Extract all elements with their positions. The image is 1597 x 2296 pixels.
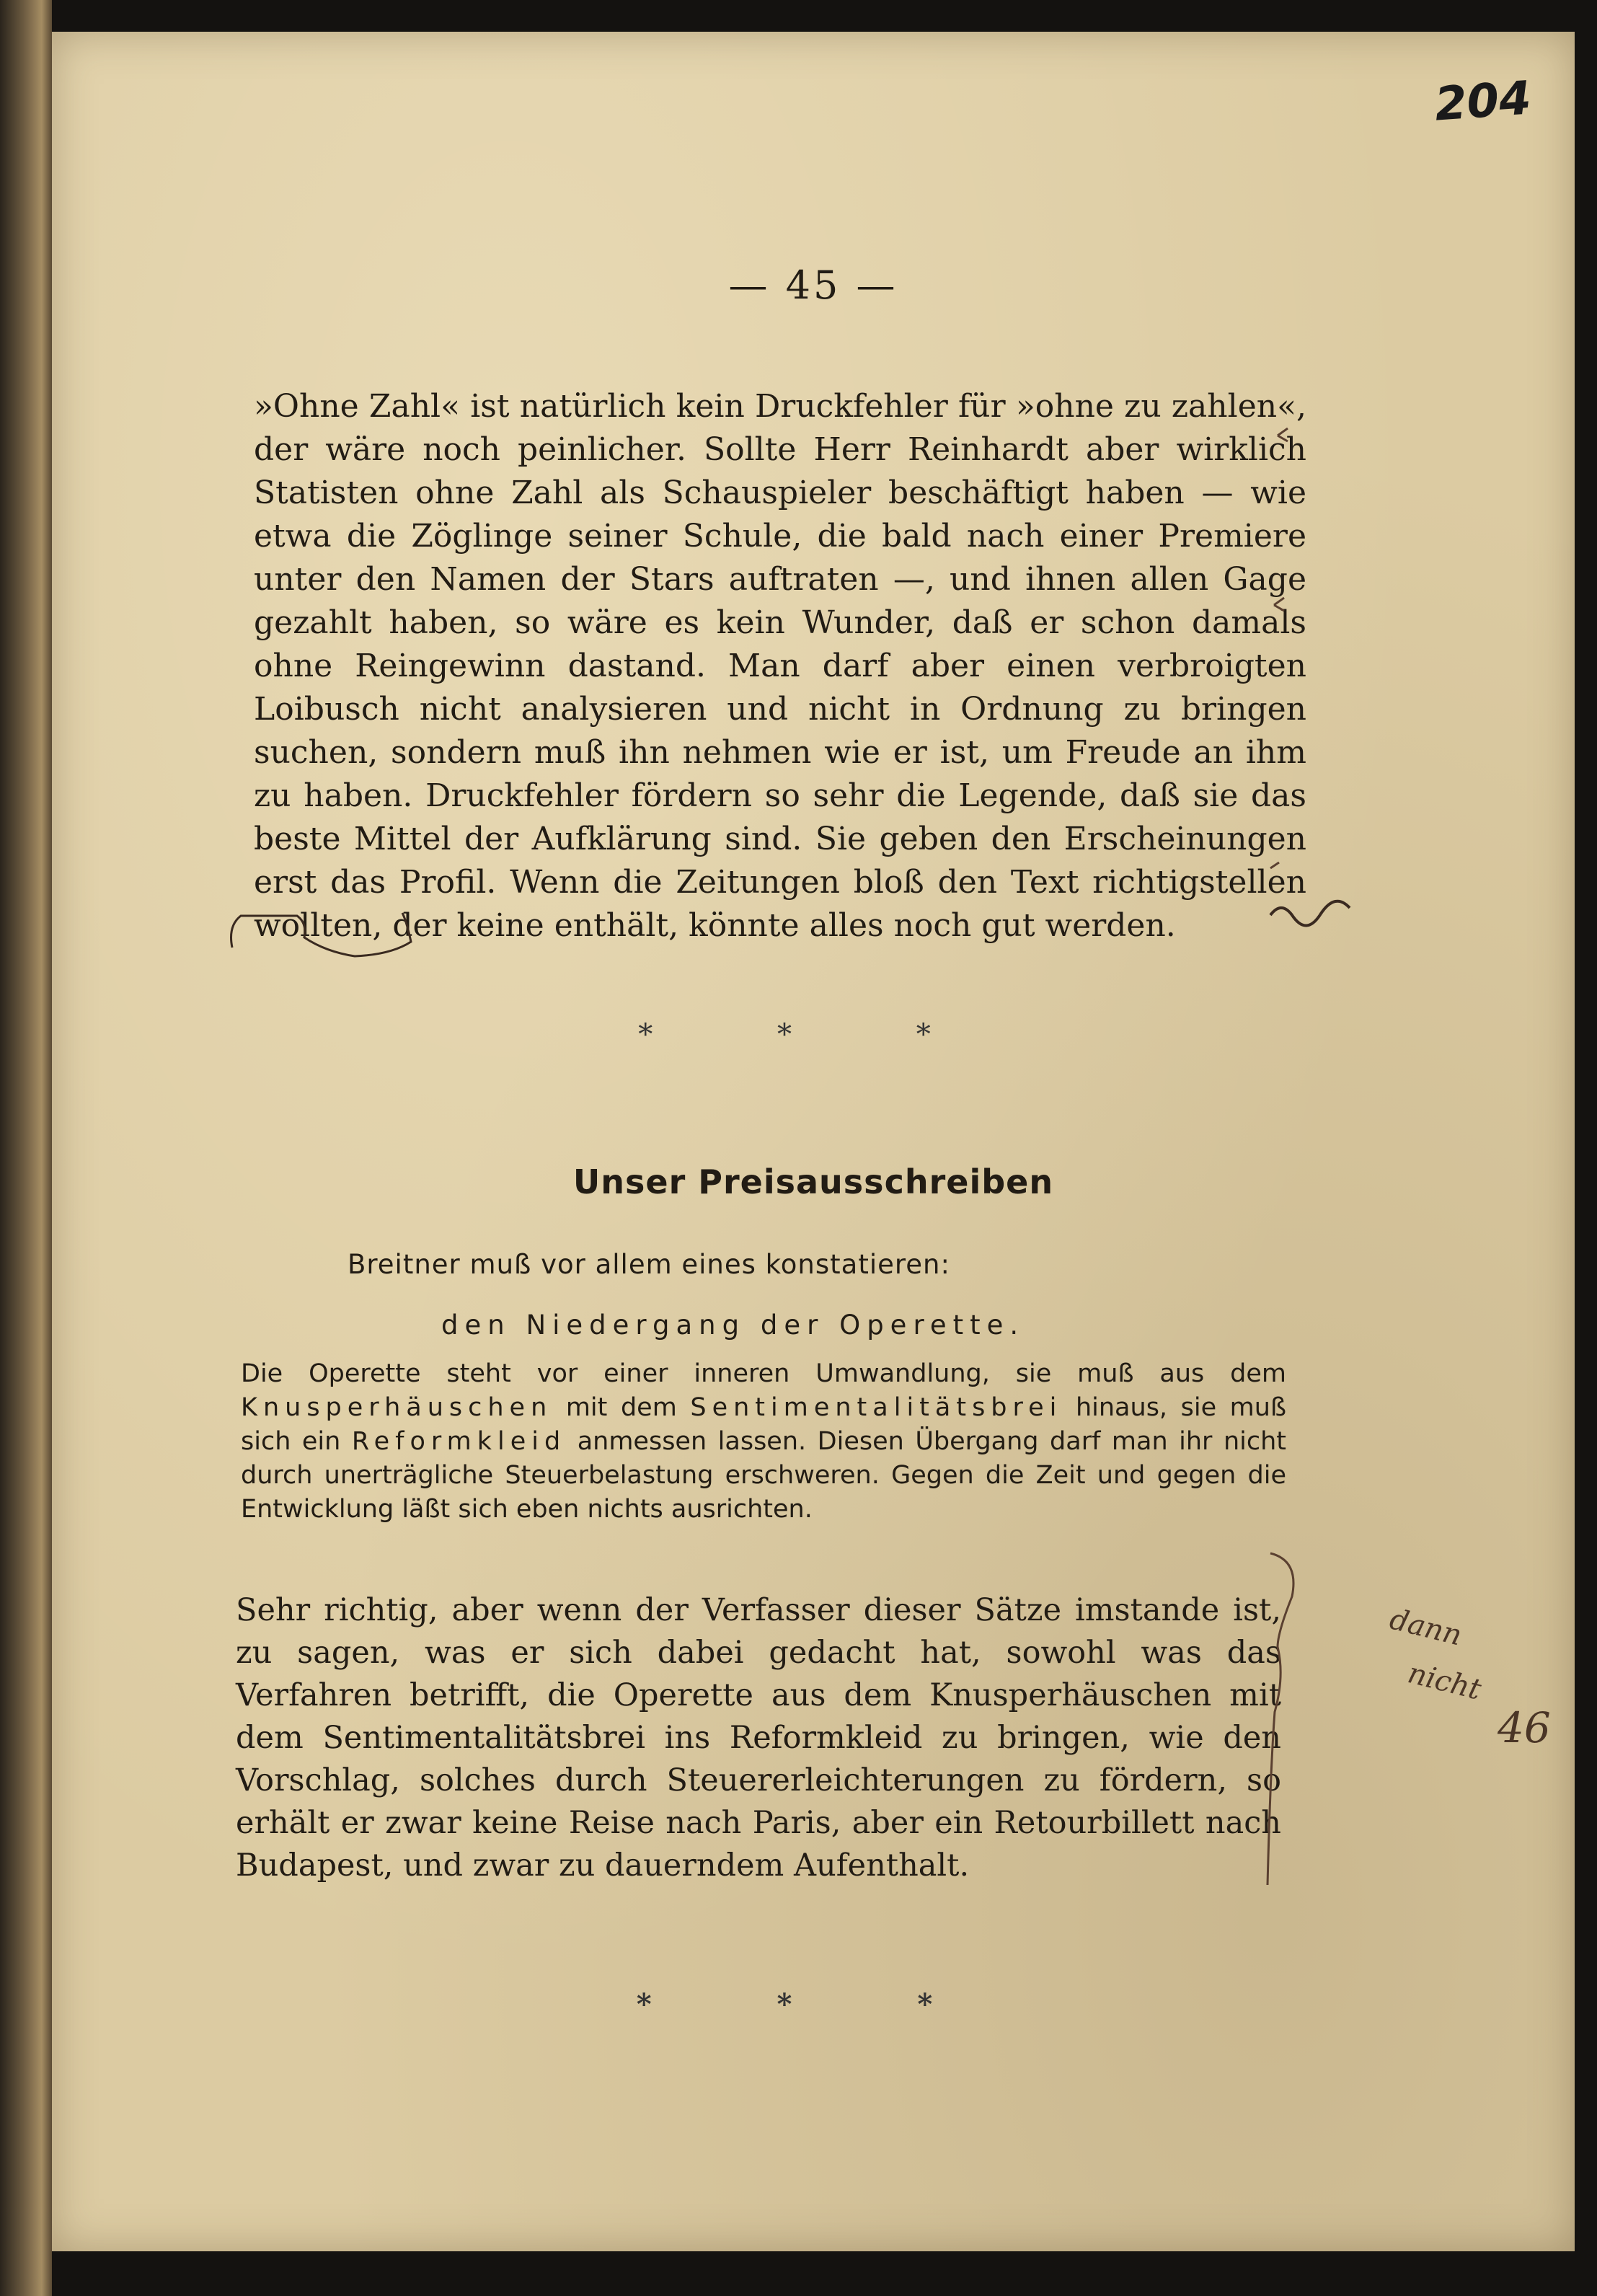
paragraph-commentary: Sehr richtig, aber wenn der Verfasser dieser Sätze imstande ist, zu sagen, was er sich dabei gedacht hat, sowohl was das Verfahren betrifft, die Operette aus dem Knusperhäuschen mit dem Sentimentalitätsbrei ins Reformkleid zu bringen, wie den Vorschlag, solches durch Steuererleichterungen zu fördern, so erhält er zwar keine Reise nach Paris, aber ein Retourbillett nach Budapest, und zwar zu dauerndem Aufenthalt. — [236, 1592, 1281, 1884]
handwritten-note: nicht — [1404, 1656, 1485, 1707]
folio-number: 204 — [1433, 71, 1534, 132]
quoted-passage — [241, 1357, 1286, 1527]
paragraph-druckfehler: »Ohne Zahl« ist natürlich kein Druckfehler für »ohne zu zahlen«, der wäre noch peinlicher. Sollte Herr Reinhardt aber wirklich Statisten ohne Zahl als Schauspieler beschäftigt haben — wie etwa die Zöglinge seiner Schule, die bald nach einer Premiere unter den Namen der Stars auftraten —, und ihnen allen Gage gezahlt haben, so wäre es kein Wunder, daß er schon damals ohne Reingewinn dastand. Man darf aber einen verbroigten Loibusch nicht analysieren und nicht in Ordnung zu bringen suchen, sondern muß ihn nehmen wie er ist, um Freude an ihm zu haben. Druckfehler fördern so sehr die Legende, daß sie das beste Mittel der Aufklärung sind. Sie geben den Erscheinungen erst das Profil. Wenn die Zeitungen bloß den Text richtigstellen wollten, der keine enthält, könnte alles noch gut werden. — [254, 388, 1306, 944]
book-page — [52, 32, 1575, 2251]
section-separator: * * * — [638, 1018, 988, 1051]
section-separator: * * * — [636, 1987, 991, 2021]
quote-text: Die Operette steht vor einer inneren Umwandlung, sie muß aus dem — [241, 1359, 1286, 1388]
quote-emphasis: Sentimentalitätsbrei — [690, 1393, 1063, 1422]
quote-text: anmessen lassen. Diesen Übergang darf man ihr nicht durch unerträgliche Steuerbelastung erschweren. Gegen die Zeit und gegen die Entwicklung läßt sich eben nichts ausrichten. — [241, 1427, 1287, 1524]
section-heading: Unser Preisausschreiben — [572, 1162, 1054, 1201]
quote-text: hinaus, sie muß sich ein — [241, 1393, 1286, 1456]
pencil-annotations — [52, 32, 1575, 2251]
quote-intro: Breitner muß vor allem eines konstatieren: — [348, 1249, 950, 1280]
handwritten-note: dann — [1386, 1602, 1466, 1653]
book-gutter — [0, 0, 52, 2296]
quote-text: mit dem — [552, 1393, 691, 1422]
quote-emphasis: Knusperhäuschen — [241, 1393, 553, 1422]
handwritten-number: 46 — [1498, 1703, 1551, 1752]
page-number: — 45 — — [728, 262, 898, 308]
quote-emphasis: Reformkleid — [351, 1427, 567, 1456]
quote-title: den Niedergang der Operette. — [441, 1310, 1025, 1341]
